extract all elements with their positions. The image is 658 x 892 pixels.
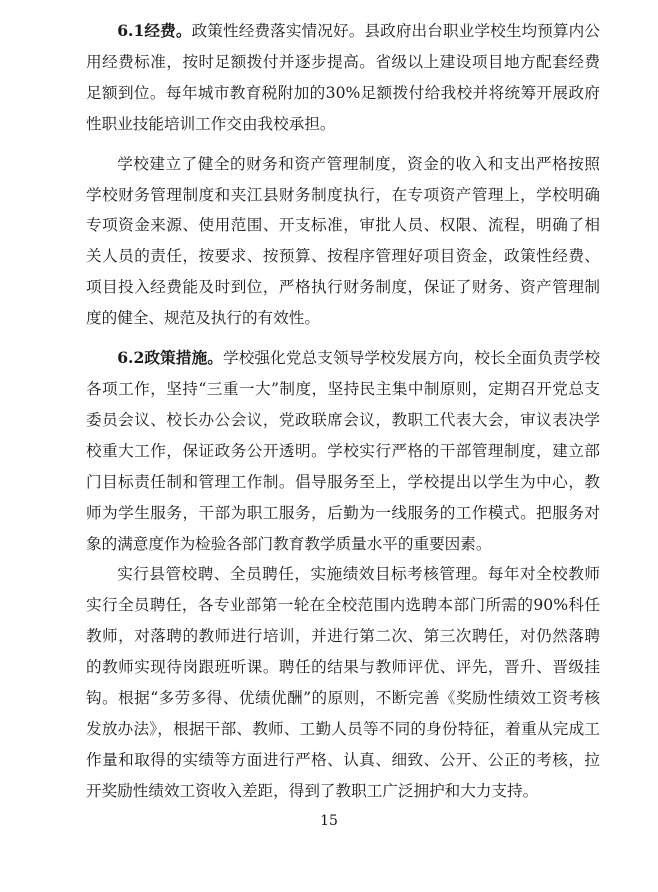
paragraph-text: 实行县管校聘、全员聘任，实施绩效目标考核管理。每年对全校教师实行全员聘任，各专业部第一轮在全校范围内选聘本部门所需的90%科任教师，对落聘的教师进行培训，并进行第二次、第三次聘任，对仍然落聘的教师实现待岗跟班听课。聘任的结果与教师评优、评先，晋升、晋级挂钩。根据“多劳多得、优绩优酬”的原则，不断完善《奖励性绩效工资考核发放办法》，根据干部、教师、工勤人员等不同的身份特征，着重从完成工作量和取得的实绩等方面进行严格、认真、细致、公开、公正的考核，拉开奖励性绩效工资收入差距，得到了教职工广泛拥护和大力支持。 [86,565,600,800]
paragraph-finance-management [86,149,600,334]
section-heading-6-1: 6.1经费。 [117,21,192,40]
paragraph-hiring-assessment [86,559,600,806]
paragraph-text: 学校强化党总支领导学校发展方向，校长全面负责学校各项工作，坚持“三重一大”制度，坚持民主集中制原则，定期召开党总支委员会议、校长办公会议，党政联席会议，教职工代表大会，审议表决学校重大工作，保证政务公开透明。学校实行严格的干部管理制度，建立部门目标责任制和管理工作制。倡导服务至上，学校提出以学生为中心，教师为学生服务，干部为职工服务，后勤为一线服务的工作模式。把服务对象的满意度作为检验各部门教育教学质量水平的重要因素。 [86,349,600,553]
section-heading-6-2: 6.2政策措施。 [117,348,223,368]
paragraph-policy-measures [86,343,600,559]
body-text [86,16,600,807]
paragraph-text: 学校建立了健全的财务和资产管理制度，资金的收入和支出严格按照学校财务管理制度和夹江县财务制度执行，在专项资产管理上，学校明确专项资金来源、使用范围、开支标准，审批人员、权限、流程，明确了相关人员的责任，按要求、按预算、按程序管理好项目资金，政策性经费、项目投入经费能及时到位，严格执行财务制度，保证了财务、资产管理制度的健全、规范及执行的有效性。 [86,154,600,328]
paragraph-funding [86,16,600,140]
paragraph-text: 政策性经费落实情况好。县政府出台职业学校生均预算内公用经费标准，按时足额拨付并逐步提高。省级以上建设项目地方配套经费足额到位。每年城市教育税附加的30%足额拨付给我校并将统筹开展政府性职业技能培训工作交由我校承担。 [86,22,600,133]
page-number: 15 [320,813,338,829]
